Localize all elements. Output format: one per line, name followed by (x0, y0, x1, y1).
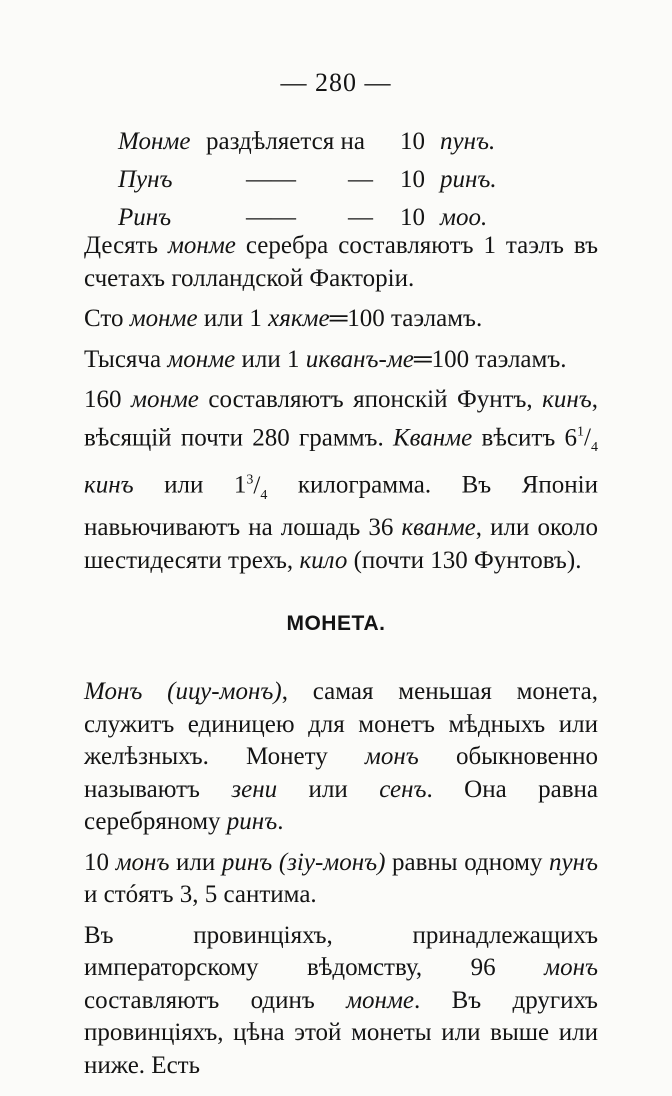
paragraph-mon: Монъ (ицу-монъ), самая меньшая монета, служитъ единицею для монетъ мѣдныхъ или желѣзныхъ. Монету монъ обыкновенно называютъ зени или сенъ. Она равна серебряному ринъ. (84, 678, 599, 835)
section-title: МОНЕТА. (286, 612, 386, 635)
unit-count: 10 (400, 204, 425, 231)
paragraph-hyakme: Сто монме или 1 хякме═100 таэламъ. (84, 305, 483, 332)
unit-count: 10 (400, 128, 425, 155)
unit-term: Ринъ (118, 204, 172, 231)
paragraph-kin: 160 монме составляютъ японскій Фунтъ, кинъ, вѣсящій почти 280 граммъ. Кванме вѣситъ $6^1/_4$ кинъ или $1^3/_4$ килограмма. Въ Японіи навьючиваютъ на лошадь 36 кванме, или около шестидесяти трехъ, кило (почти 130 Фунтовъ). (84, 386, 599, 574)
fraction: $^1/_4$ (577, 423, 598, 455)
unit-relation: раздѣляется на (206, 128, 365, 155)
body-text-measures (84, 230, 598, 585)
ditto-dash: —— (246, 166, 296, 193)
unit-target: пунъ. (440, 128, 496, 155)
ditto-dash: — (348, 166, 373, 193)
unit-target: ринъ. (440, 166, 497, 193)
ditto-dash: — (348, 204, 373, 231)
paragraph-ikvan: Тысяча монме или 1 икванъ-ме═100 таэламъ. (84, 345, 567, 373)
paragraph-taels: Десять монме серебра составляютъ 1 таэлъ въ счетахъ голландской Факторіи. (84, 232, 598, 292)
unit-row-monme (118, 126, 538, 164)
unit-count: 10 (400, 166, 425, 193)
unit-term: Пунъ (118, 166, 173, 193)
ditto-dash: —— (246, 204, 296, 231)
unit-target: моо. (440, 204, 488, 231)
units-table (118, 126, 538, 240)
paragraph-provinces: Въ провинціяхъ, принадлежащихъ императорскому вѣдомству, 96 монъ составляютъ одинъ монме. Въ другихъ провинціяхъ, цѣна этой монеты или выше или ниже. Есть (84, 921, 598, 1079)
page-number: — 280 — (280, 68, 392, 97)
fraction: $^3/_4$ (246, 471, 268, 503)
body-text-coins (84, 676, 598, 1090)
paragraph-ten-mon: 10 монъ или ринъ (зіу-монъ) равны одному пунъ и стóятъ 3, 5 сантима. (84, 848, 598, 908)
unit-term: Монме (118, 128, 191, 155)
unit-row-pun (118, 164, 538, 202)
